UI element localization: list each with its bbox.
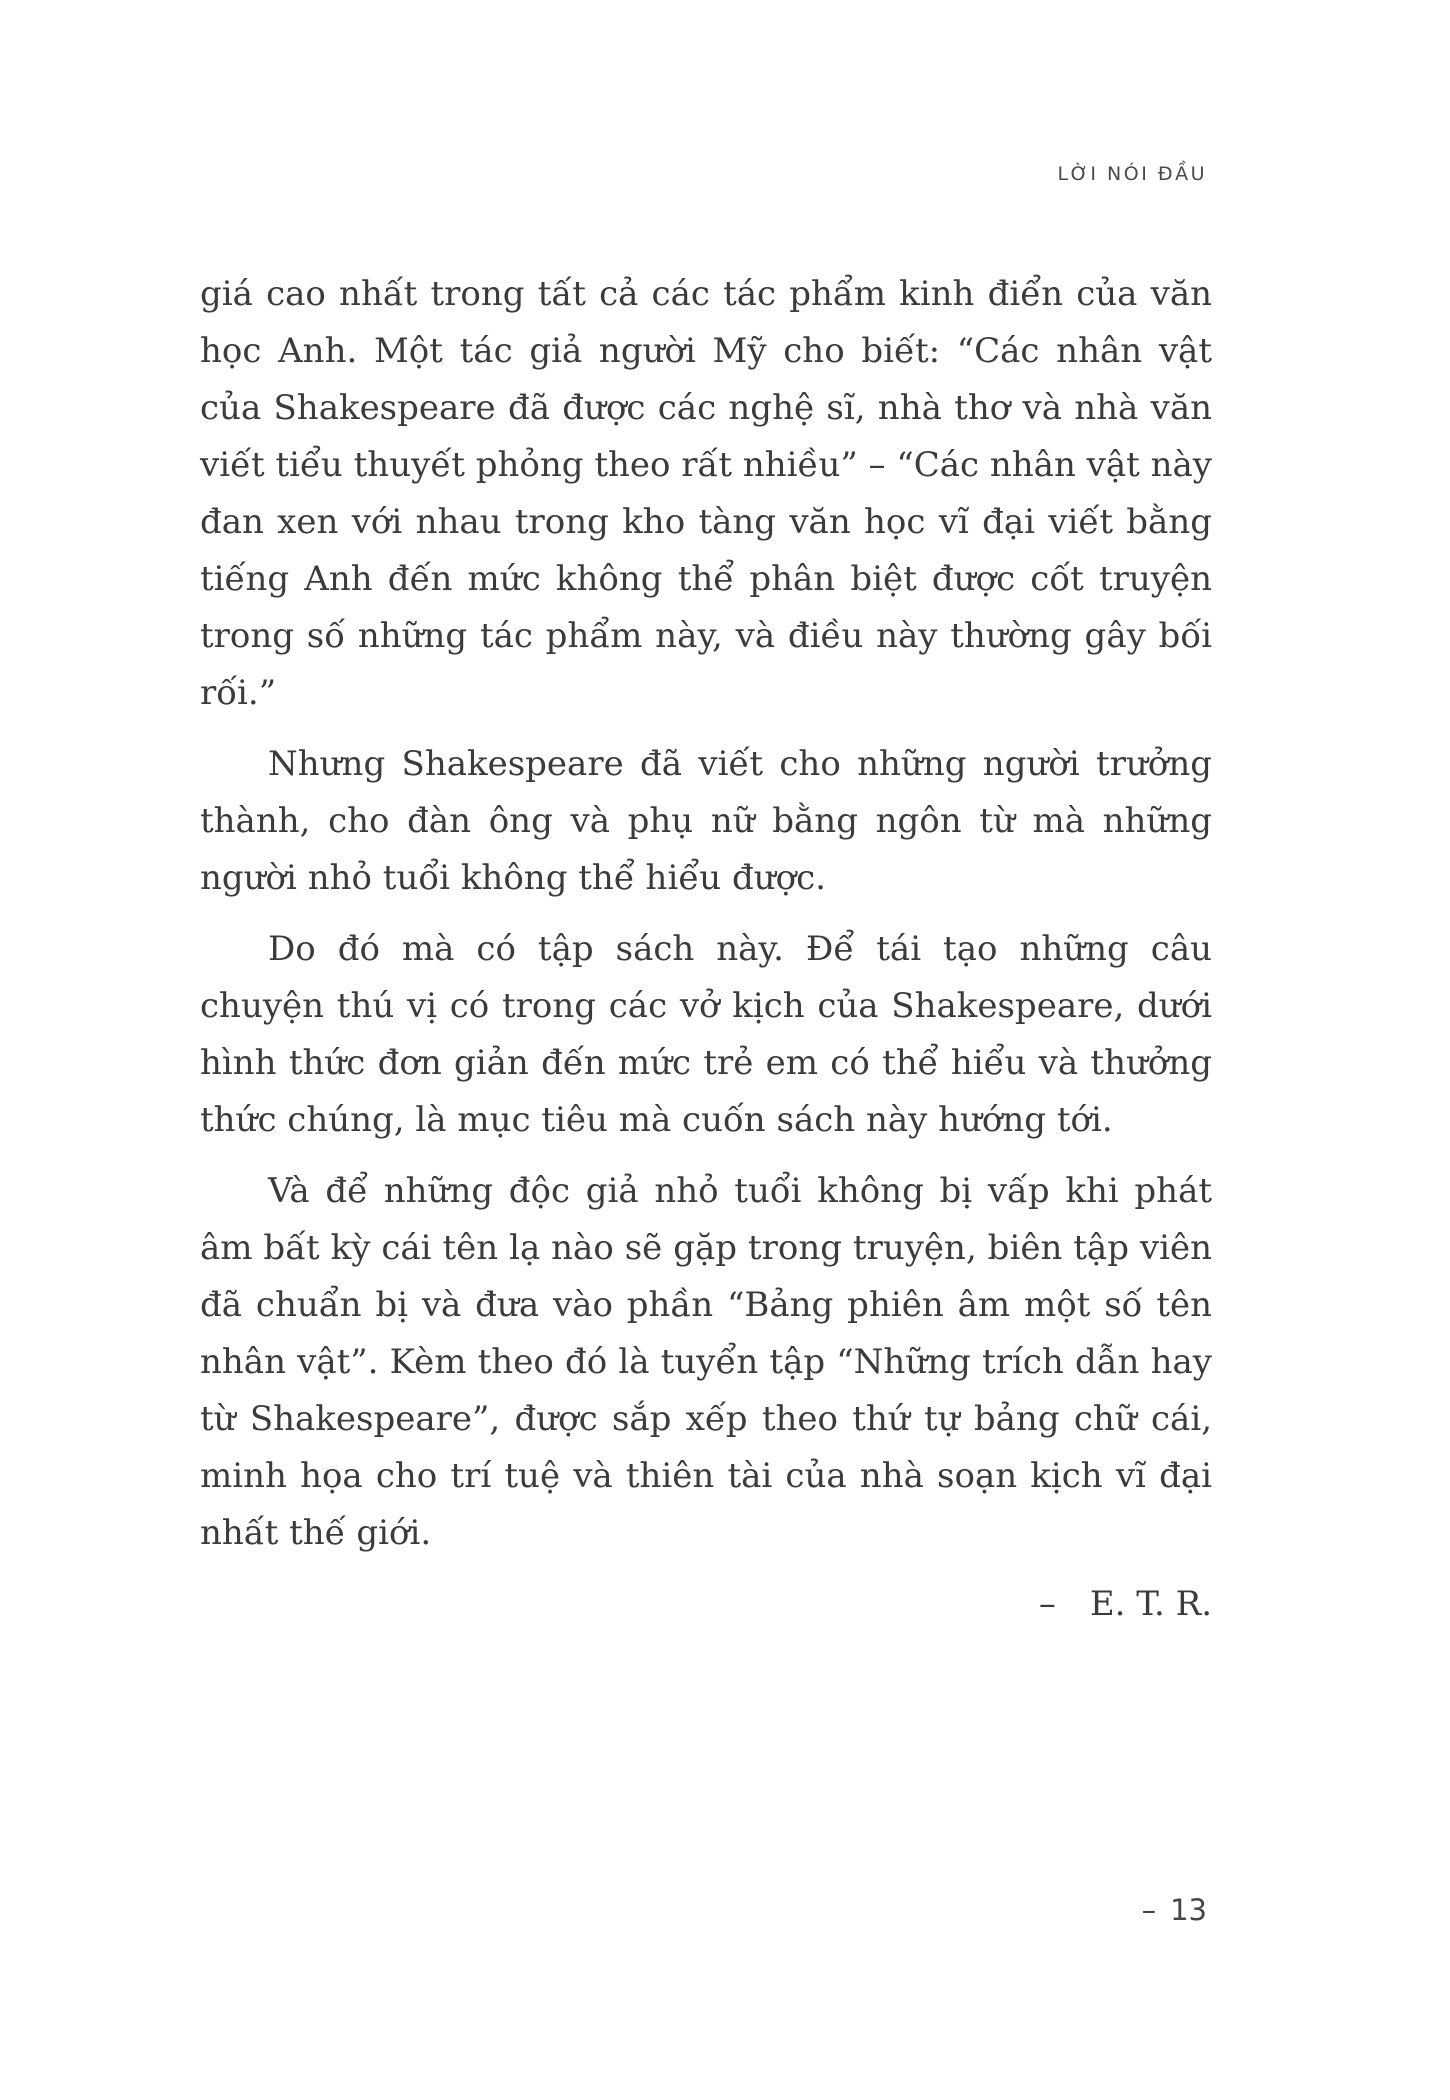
page-number-value: 13 (1170, 1893, 1207, 1927)
paragraph: Do đó mà có tập sách này. Để tái tạo những câu chuyện thú vị có trong các vở kịch của Shakespeare, dưới hình thức đơn giản đến mức trẻ em có thể hiểu và thưởng thức chúng, là mục tiêu mà cuốn sách này hướng tới. (200, 929, 1212, 1140)
paragraph: Và để những độc giả nhỏ tuổi không bị vấp khi phát âm bất kỳ cái tên lạ nào sẽ gặp trong truyện, biên tập viên đã chuẩn bị và đưa vào phần “Bảng phiên âm một số tên nhân vật”. Kèm theo đó là tuyển tập “Những trích dẫn hay từ Shakespeare”, được sắp xếp theo thứ tự bảng chữ cái, minh họa cho trí tuệ và thiên tài của nhà soạn kịch vĩ đại nhất thế giới. (200, 1171, 1212, 1553)
page-number (1142, 1893, 1207, 1927)
running-header: LỜI NÓI ĐẦU (1057, 163, 1207, 185)
signature-initials: E. T. R. (1089, 1584, 1212, 1624)
paragraph: Nhưng Shakespeare đã viết cho những người trưởng thành, cho đàn ông và phụ nữ bằng ngôn từ mà những người nhỏ tuổi không thể hiểu được. (200, 744, 1212, 898)
paragraph: giá cao nhất trong tất cả các tác phẩm kinh điển của văn học Anh. Một tác giả người Mỹ cho biết: “Các nhân vật của Shakespeare đã được các nghệ sĩ, nhà thơ và nhà văn viết tiểu thuyết phỏng theo rất nhiều” – “Các nhân vật này đan xen với nhau trong kho tàng văn học vĩ đại viết bằng tiếng Anh đến mức không thể phân biệt được cốt truyện trong số những tác phẩm này, và điều này thường gây bối rối.” (200, 274, 1212, 713)
signature-dash: – (1038, 1584, 1056, 1624)
author-signature (200, 1576, 1212, 1633)
page-number-dash: – (1141, 1893, 1157, 1927)
body-text (200, 266, 1212, 1633)
